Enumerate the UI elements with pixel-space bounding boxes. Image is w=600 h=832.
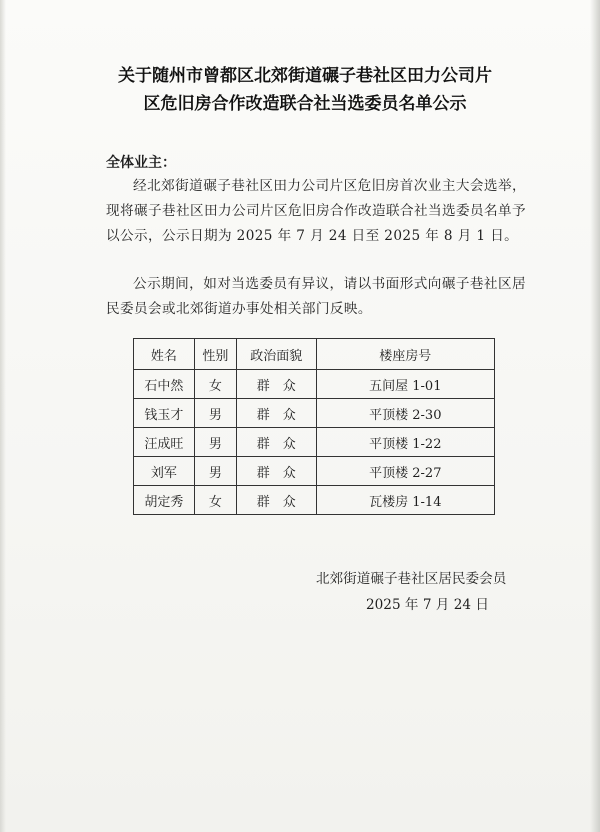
cell-room-number: 平顶楼 2-27 — [316, 457, 494, 486]
signature-block — [316, 566, 506, 618]
table-row — [134, 457, 495, 486]
paragraph-2-text: 公示期间，如对当选委员有异议，请以书面形式向碾子巷社区居民委员会或北郊街道办事处相关部门反映。 — [106, 276, 526, 317]
cell-gender: 女 — [194, 370, 236, 399]
signature-organization: 北郊街道碾子巷社区居民委会员 — [316, 571, 507, 587]
cell-gender: 男 — [194, 399, 236, 428]
cell-gender: 男 — [194, 428, 236, 457]
cell-political-status: 群 众 — [236, 428, 316, 457]
title-line-2: 区危旧房合作改造联合社当选委员名单公示 — [143, 94, 467, 114]
cell-name: 汪成旺 — [134, 428, 195, 457]
header-room-number: 楼座房号 — [316, 339, 494, 370]
scan-shadow-right — [590, 0, 600, 832]
cell-gender: 女 — [194, 486, 236, 515]
document-title — [60, 62, 550, 118]
scan-shadow-left — [0, 0, 6, 832]
paragraph-1-text: 经北郊街道碾子巷社区田力公司片区危旧房首次业主大会选举，现将碾子巷社区田力公司片区危旧房合作改造联合社当选委员名单予以公示，公示日期为 2025 年 7 月 24 日至 2025 年 8 月 1 日。 — [106, 178, 526, 244]
header-name: 姓名 — [134, 339, 195, 370]
cell-political-status: 群 众 — [236, 370, 316, 399]
signature-date: 2025 年 7 月 24 日 — [366, 597, 489, 613]
cell-political-status: 群 众 — [236, 486, 316, 515]
paragraph-objection — [106, 272, 526, 322]
cell-room-number: 平顶楼 1-22 — [316, 428, 494, 457]
cell-name: 刘军 — [134, 457, 195, 486]
cell-gender: 男 — [194, 457, 236, 486]
salutation: 全体业主： — [106, 155, 176, 171]
cell-name: 胡定秀 — [134, 486, 195, 515]
title-line-1: 关于随州市曾都区北郊街道碾子巷社区田力公司片 — [118, 66, 492, 86]
table-row — [134, 486, 495, 515]
members-table — [133, 338, 495, 515]
table-row — [134, 428, 495, 457]
table-row — [134, 399, 495, 428]
header-political-status: 政治面貌 — [236, 339, 316, 370]
cell-political-status: 群 众 — [236, 457, 316, 486]
table-header-row — [134, 339, 495, 370]
cell-room-number: 五间屋 1-01 — [316, 370, 494, 399]
cell-room-number: 平顶楼 2-30 — [316, 399, 494, 428]
cell-room-number: 瓦楼房 1-14 — [316, 486, 494, 515]
cell-political-status: 群 众 — [236, 399, 316, 428]
cell-name: 石中然 — [134, 370, 195, 399]
paragraph-announcement — [106, 174, 526, 249]
header-gender: 性别 — [194, 339, 236, 370]
cell-name: 钱玉才 — [134, 399, 195, 428]
table-row — [134, 370, 495, 399]
